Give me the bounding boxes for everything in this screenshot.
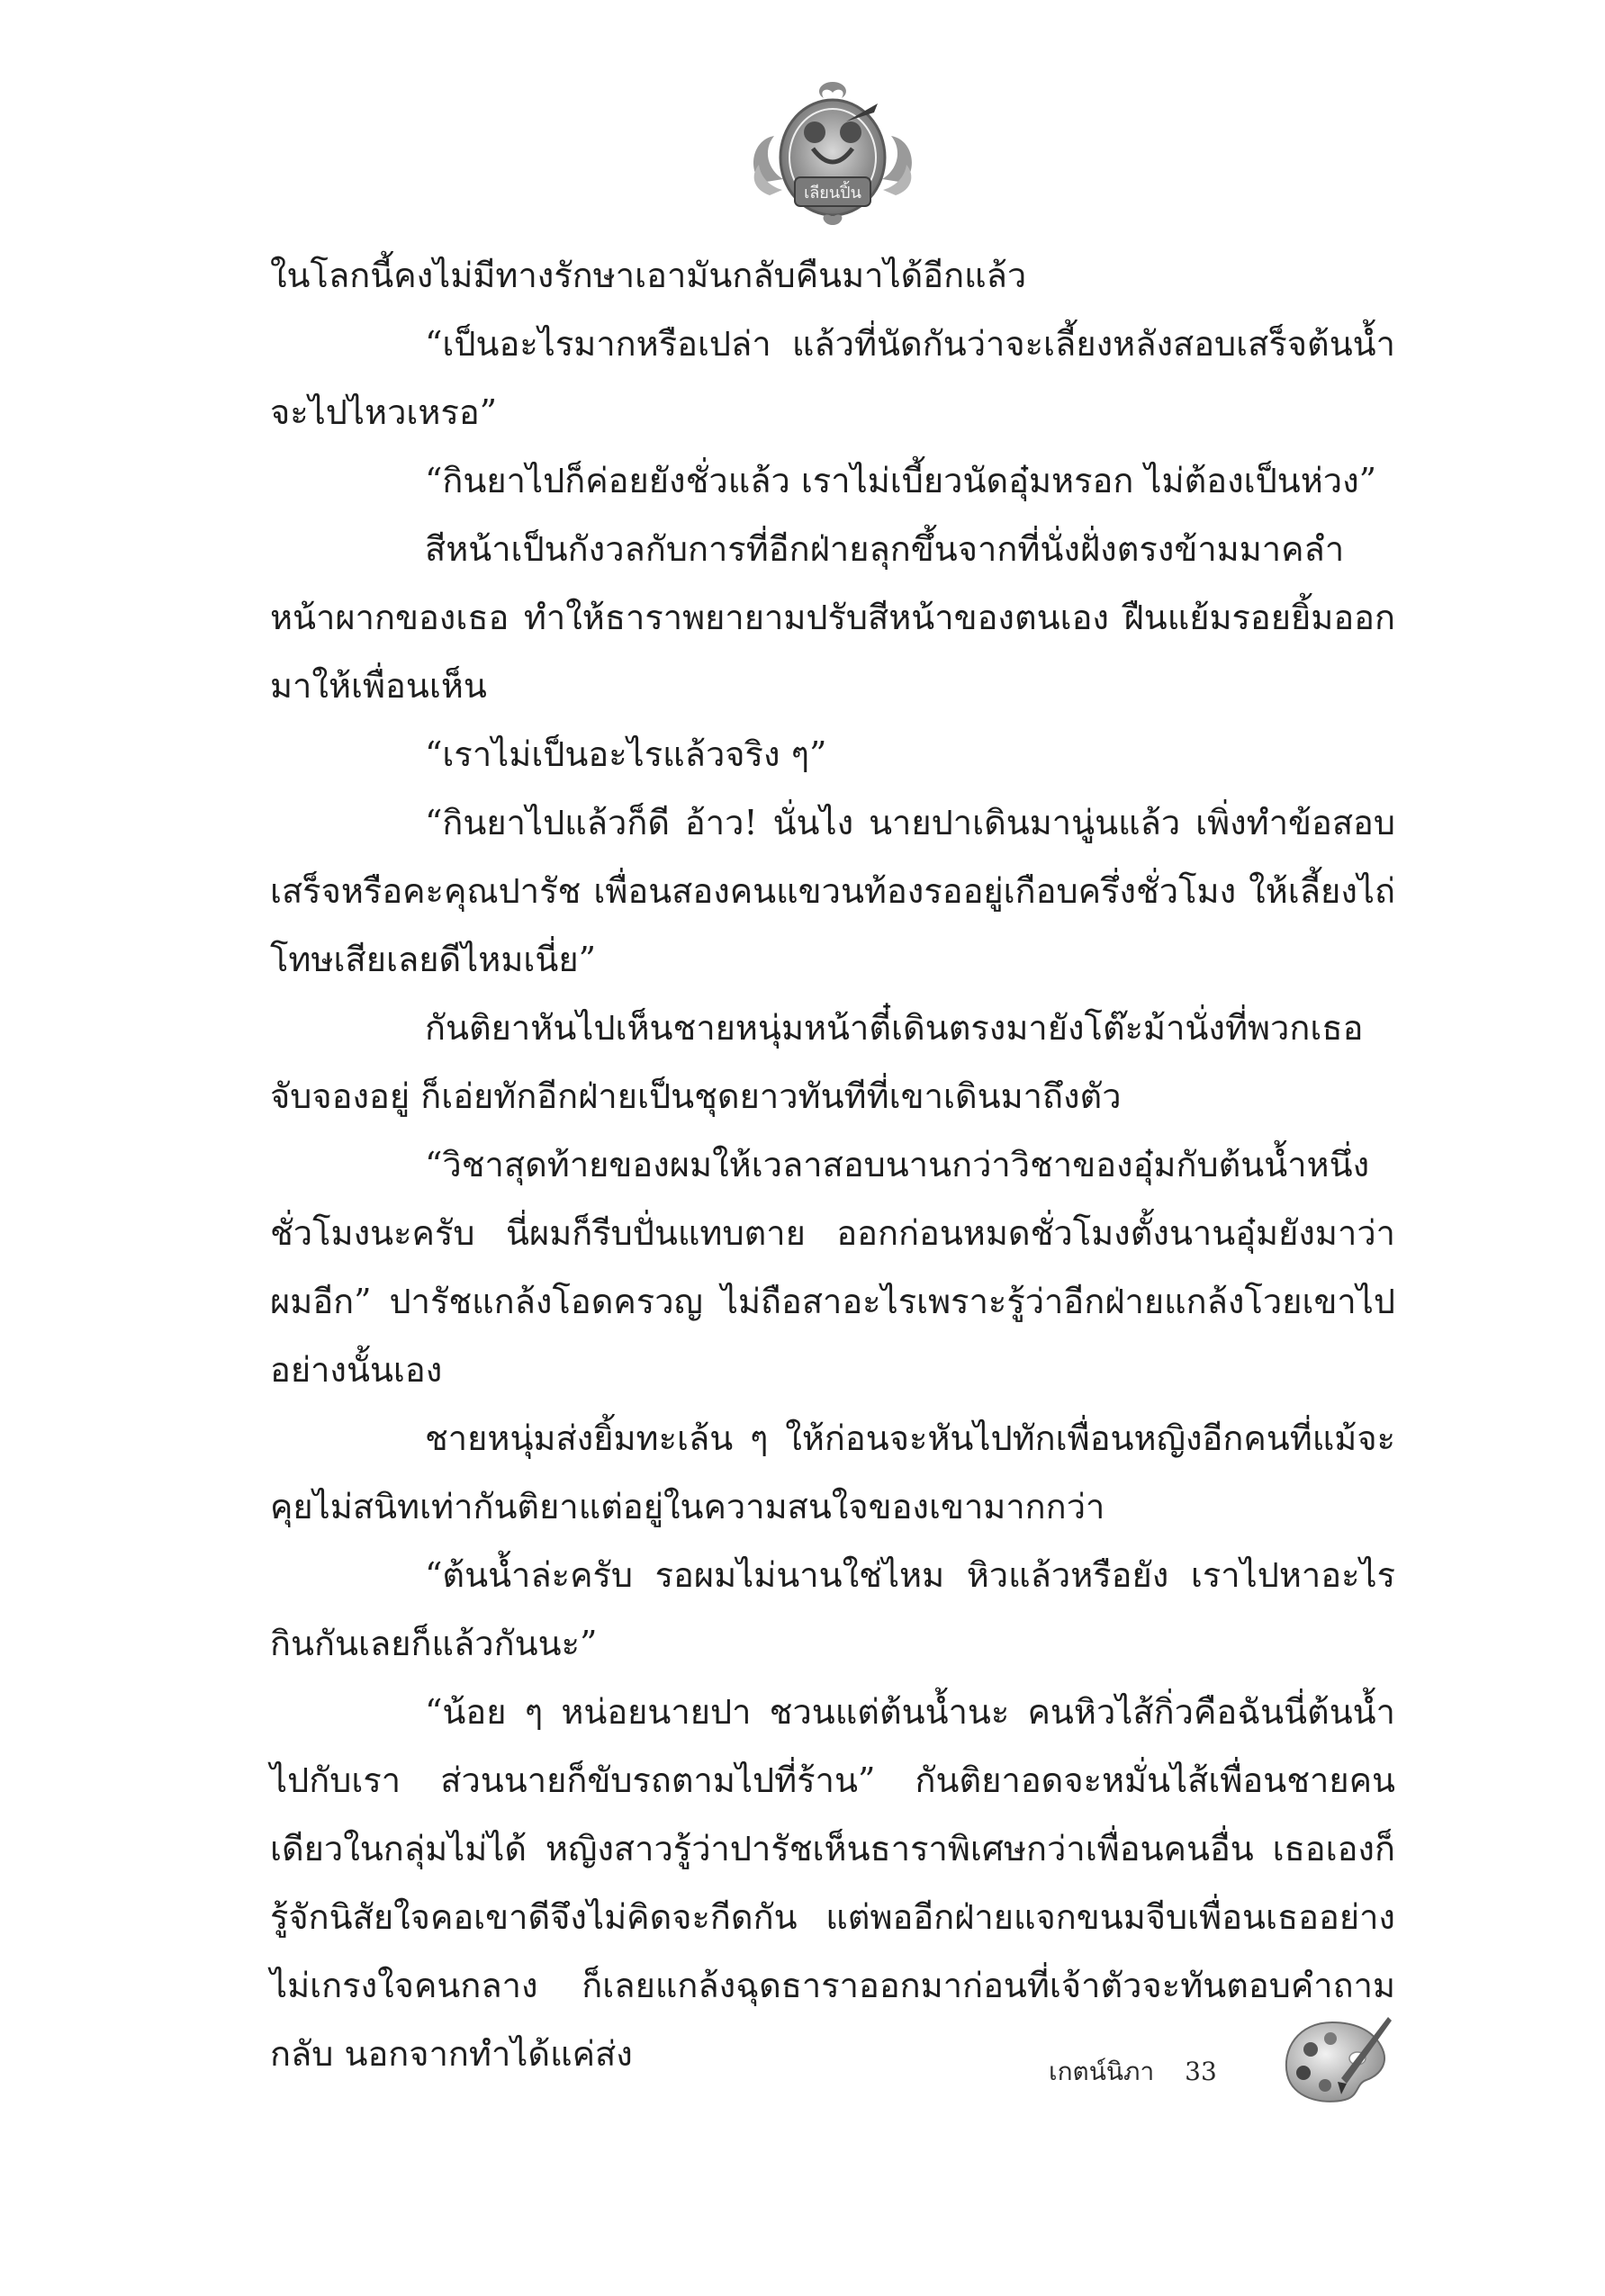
- story-text: [270, 241, 1395, 2088]
- paragraph: ในโลกนี้คงไม่มีทางรักษาเอามันกลับคืนมาได้อีกแล้ว: [270, 256, 1027, 295]
- author-name: เกตน์นิภา: [1049, 2057, 1155, 2086]
- ornamental-crest-icon: [743, 77, 923, 230]
- paragraph: สีหน้าเป็นกังวลกับการที่อีกฝ่ายลุกขึ้นจากที่นั่งฝั่งตรงข้ามมาคลำหน้าผากของเธอ ทำให้ธาราพยายามปรับสีหน้าของตนเอง ฝืนแย้มรอยยิ้มออกมาให้เพื่อนเห็น: [270, 529, 1395, 706]
- paragraph: “ต้นน้ำล่ะครับ รอผมไม่นานใช่ไหม หิวแล้วหรือยัง เราไปหาอะไรกินกันเลยก็แล้วกันนะ”: [270, 1555, 1395, 1663]
- page-footer: [1049, 2052, 1217, 2092]
- paragraph: “วิชาสุดท้ายของผมให้เวลาสอบนานกว่าวิชาของอุ๋มกับต้นน้ำหนึ่งชั่วโมงนะครับ นี่ผมก็รีบปั่นแทบตาย ออกก่อนหมดชั่วโมงตั้งนานอุ๋มยังมาว่าผมอีก” ปารัชแกล้งโอดครวญ ไม่ถือสาอะไรเพราะรู้ว่าอีกฝ่ายแกล้งโวยเขาไปอย่างนั้นเอง: [270, 1145, 1395, 1390]
- paragraph: “กินยาไปก็ค่อยยังชั่วแล้ว เราไม่เบี้ยวนัดอุ๋มหรอก ไม่ต้องเป็นห่วง”: [425, 461, 1377, 500]
- paragraph: “เราไม่เป็นอะไรแล้วจริง ๆ”: [425, 734, 827, 774]
- paragraph: “เป็นอะไรมากหรือเปล่า แล้วที่นัดกันว่าจะเลี้ยงหลังสอบเสร็จต้นน้ำจะไปไหวเหรอ”: [270, 324, 1395, 432]
- paint-palette-icon: [1278, 2012, 1395, 2111]
- paragraph: ชายหนุ่มส่งยิ้มทะเล้น ๆ ให้ก่อนจะหันไปทักเพื่อนหญิงอีกคนที่แม้จะคุยไม่สนิทเท่ากันติยาแต่อยู่ในความสนใจของเขามากกว่า: [270, 1418, 1395, 1526]
- page-number: 33: [1185, 2057, 1217, 2086]
- paragraph: “น้อย ๆ หน่อยนายปา ชวนแต่ต้นน้ำนะ คนหิวไส้กิ่วคือฉันนี่ต้นน้ำไปกับเรา ส่วนนายก็ขับรถตามไปที่ร้าน” กันติยาอดจะหมั่นไส้เพื่อนชายคนเดียวในกลุ่มไม่ได้ หญิงสาวรู้ว่าปารัชเห็นธาราพิเศษกว่าเพื่อนคนอื่น เธอเองก็รู้จักนิสัยใจคอเขาดีจึงไม่คิดจะกีดกัน แต่พออีกฝ่ายแจกขนมจีบเพื่อนเธออย่างไม่เกรงใจคนกลาง ก็เลยแกล้งฉุดธาราออกมาก่อนที่เจ้าตัวจะทันตอบคำถามกลับ นอกจากทำได้แค่ส่ง: [270, 1692, 1395, 2074]
- emblem-text: เลียนปิ้น: [804, 184, 861, 203]
- paragraph: “กินยาไปแล้วก็ดี อ้าว! นั่นไง นายปาเดินมานู่นแล้ว เพิ่งทำข้อสอบเสร็จหรือคะคุณปารัช เพื่อนสองคนแขวนท้องรออยู่เกือบครึ่งชั่วโมง ให้เลี้ยงไถ่โทษเสียเลยดีไหมเนี่ย”: [270, 803, 1395, 979]
- paragraph: กันติยาหันไปเห็นชายหนุ่มหน้าตี๋เดินตรงมายังโต๊ะม้านั่งที่พวกเธอจับจองอยู่ ก็เอ่ยทักอีกฝ่ายเป็นชุดยาวทันทีที่เขาเดินมาถึงตัว: [270, 1008, 1364, 1116]
